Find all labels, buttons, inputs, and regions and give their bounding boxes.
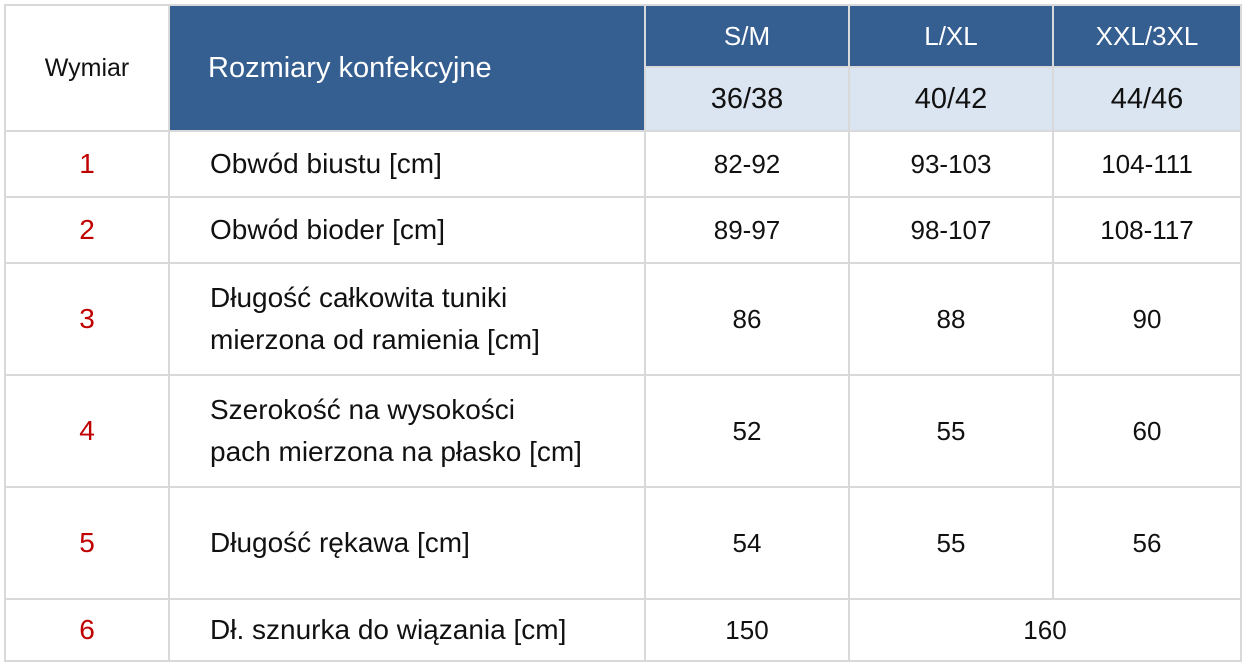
value-lxl: 93-103 [849, 131, 1053, 197]
size-header-sm: S/M [645, 5, 849, 67]
value-lxl-xxl3xl: 160 [849, 599, 1241, 661]
table-row [5, 263, 1241, 375]
row-label-line1: Długość rękawa [cm] [210, 527, 470, 558]
value-xxl3xl: 108-117 [1053, 197, 1241, 263]
size-number-3638: 36/38 [645, 67, 849, 131]
value-sm: 54 [645, 487, 849, 599]
row-label-line1: Dł. sznurka do wiązania [cm] [210, 614, 567, 645]
row-number: 6 [5, 599, 169, 661]
row-label-line2: mierzona od ramienia [cm] [210, 324, 540, 355]
row-label-line2: pach mierzona na płasko [cm] [210, 436, 582, 467]
table-row [5, 375, 1241, 487]
row-number: 5 [5, 487, 169, 599]
value-lxl: 98-107 [849, 197, 1053, 263]
table-row [5, 197, 1241, 263]
row-number: 2 [5, 197, 169, 263]
row-label-line1: Obwód biustu [cm] [210, 148, 442, 179]
size-header-lxl: L/XL [849, 5, 1053, 67]
value-sm: 52 [645, 375, 849, 487]
row-number: 1 [5, 131, 169, 197]
row-label-line1: Szerokość na wysokości [210, 394, 516, 425]
header-row-sizes [5, 5, 1241, 67]
row-label-line1: Obwód bioder [cm] [210, 214, 445, 245]
row-label [169, 375, 645, 487]
value-sm: 82-92 [645, 131, 849, 197]
value-xxl3xl: 104-111 [1053, 131, 1241, 197]
row-label [169, 599, 645, 661]
row-number: 3 [5, 263, 169, 375]
value-xxl3xl: 56 [1053, 487, 1241, 599]
value-xxl3xl: 60 [1053, 375, 1241, 487]
value-lxl: 88 [849, 263, 1053, 375]
column-header-rozmiary: Rozmiary konfekcyjne [169, 5, 645, 131]
column-header-wymiar: Wymiar [5, 5, 169, 131]
size-header-xxl3xl: XXL/3XL [1053, 5, 1241, 67]
row-label [169, 131, 645, 197]
row-label [169, 197, 645, 263]
size-number-4042: 40/42 [849, 67, 1053, 131]
table-row [5, 599, 1241, 661]
value-sm: 86 [645, 263, 849, 375]
size-table [4, 4, 1242, 662]
table-row [5, 131, 1241, 197]
row-label-line1: Długość całkowita tuniki [210, 282, 508, 313]
row-label [169, 487, 645, 599]
row-number: 4 [5, 375, 169, 487]
size-number-4446: 44/46 [1053, 67, 1241, 131]
value-sm: 150 [645, 599, 849, 661]
table-row [5, 487, 1241, 599]
value-sm: 89-97 [645, 197, 849, 263]
value-lxl: 55 [849, 487, 1053, 599]
value-lxl: 55 [849, 375, 1053, 487]
row-label [169, 263, 645, 375]
value-xxl3xl: 90 [1053, 263, 1241, 375]
